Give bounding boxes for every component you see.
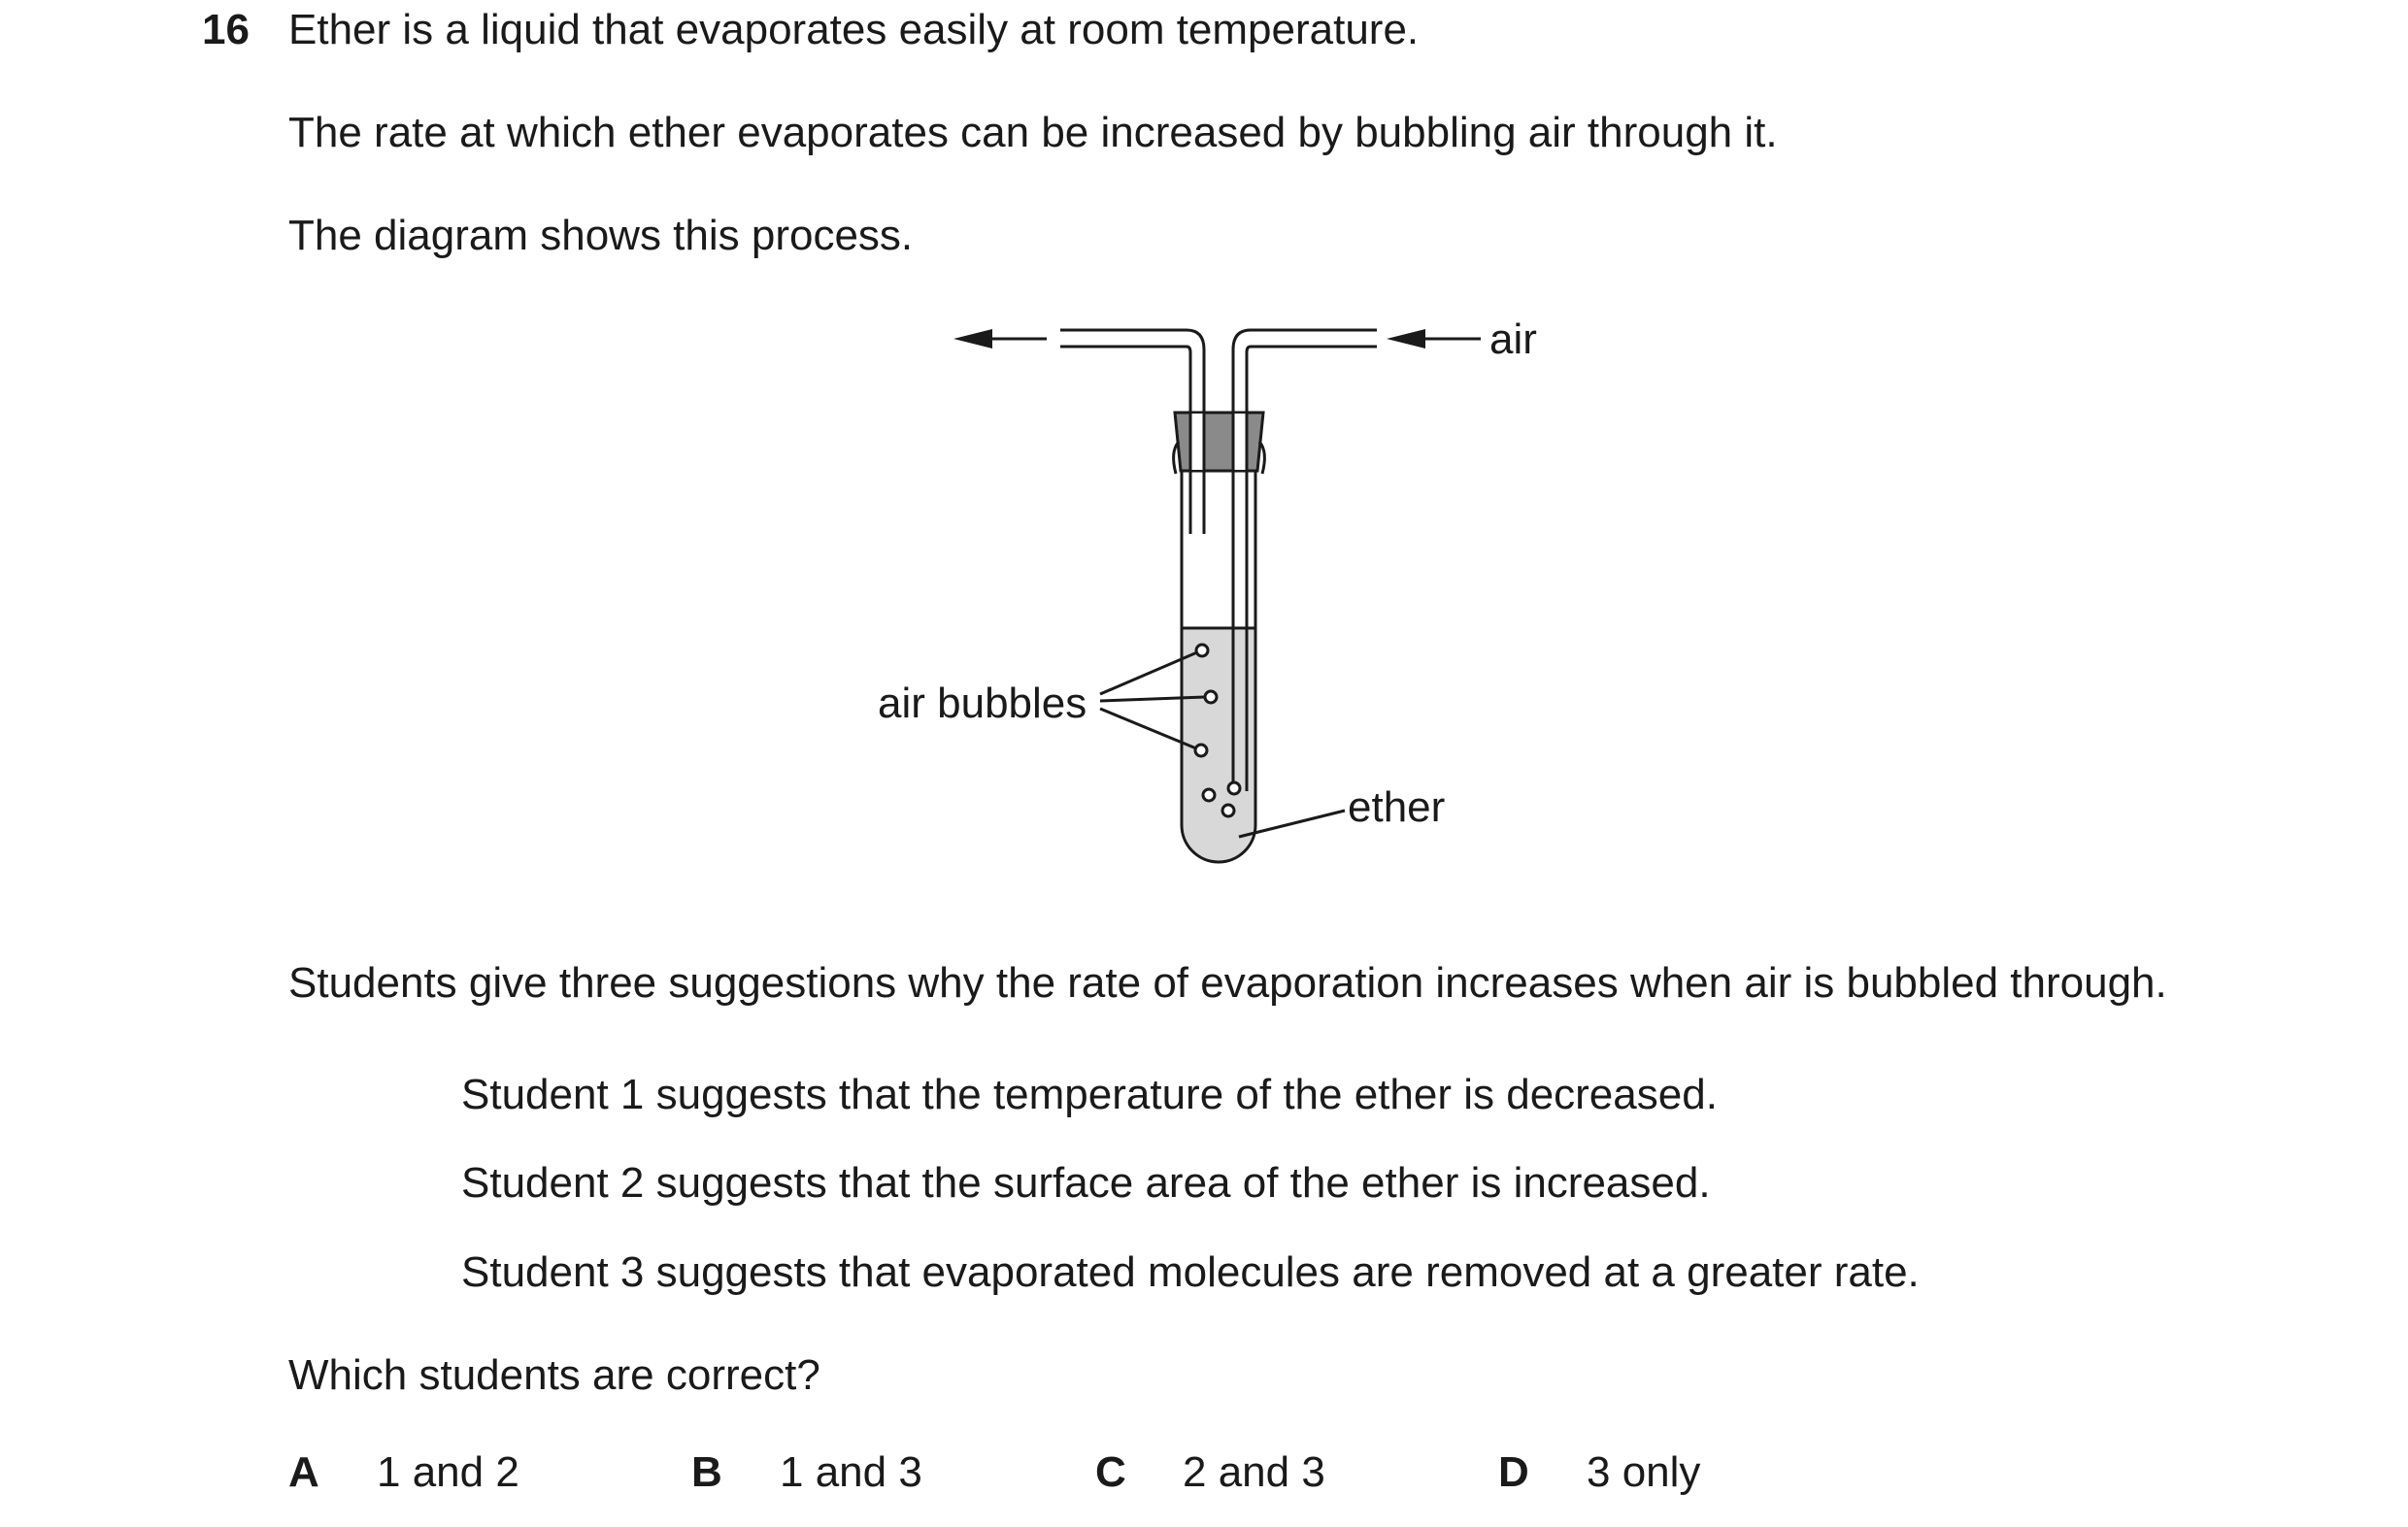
option-c-text: 2 and 3 <box>1183 1448 1325 1496</box>
air-bubble <box>1203 789 1215 801</box>
air-bubble <box>1195 745 1207 756</box>
suggestion-3: Student 3 suggests that evaporated molecules are removed at a greater rate. <box>461 1248 1920 1296</box>
air-bubble <box>1196 645 1208 656</box>
option-b-text: 1 and 3 <box>780 1448 922 1496</box>
ether-liquid <box>1182 628 1255 862</box>
label-ether: ether <box>1348 783 1446 831</box>
outlet-arrowhead <box>953 329 992 349</box>
outlet-tube-inner <box>1060 347 1190 534</box>
inlet-arrowhead <box>1387 329 1425 349</box>
setup-paragraph: Students give three suggestions why the rate of evaporation increases when air is bubbled through. <box>288 959 2167 1007</box>
suggestion-1: Student 1 suggests that the temperature of the ether is decreased. <box>461 1071 1718 1118</box>
air-bubble <box>1228 782 1240 794</box>
option-c-letter: C <box>1095 1448 1126 1496</box>
air-bubble <box>1205 691 1217 703</box>
air-bubble <box>1222 805 1234 816</box>
option-d-letter: D <box>1498 1448 1529 1496</box>
question-prompt: Which students are correct? <box>288 1351 820 1399</box>
option-a-letter: A <box>288 1448 319 1496</box>
suggestion-2: Student 2 suggests that the surface area of the ether is increased. <box>461 1159 1711 1207</box>
label-air-bubbles: air bubbles <box>878 680 1087 727</box>
intro-line-3: The diagram shows this process. <box>288 212 914 259</box>
option-b-letter: B <box>691 1448 722 1496</box>
option-d-text: 3 only <box>1587 1448 1701 1496</box>
option-a-text: 1 and 2 <box>377 1448 519 1496</box>
rubber-bung <box>1175 413 1263 471</box>
intro-line-2: The rate at which ether evaporates can be increased by bubbling air through it. <box>288 109 1778 156</box>
label-air: air <box>1489 315 1537 363</box>
question-number: 16 <box>202 6 250 53</box>
inlet-tube-inner <box>1247 347 1377 791</box>
intro-line-1: Ether is a liquid that evaporates easily at room temperature. <box>288 6 1420 53</box>
